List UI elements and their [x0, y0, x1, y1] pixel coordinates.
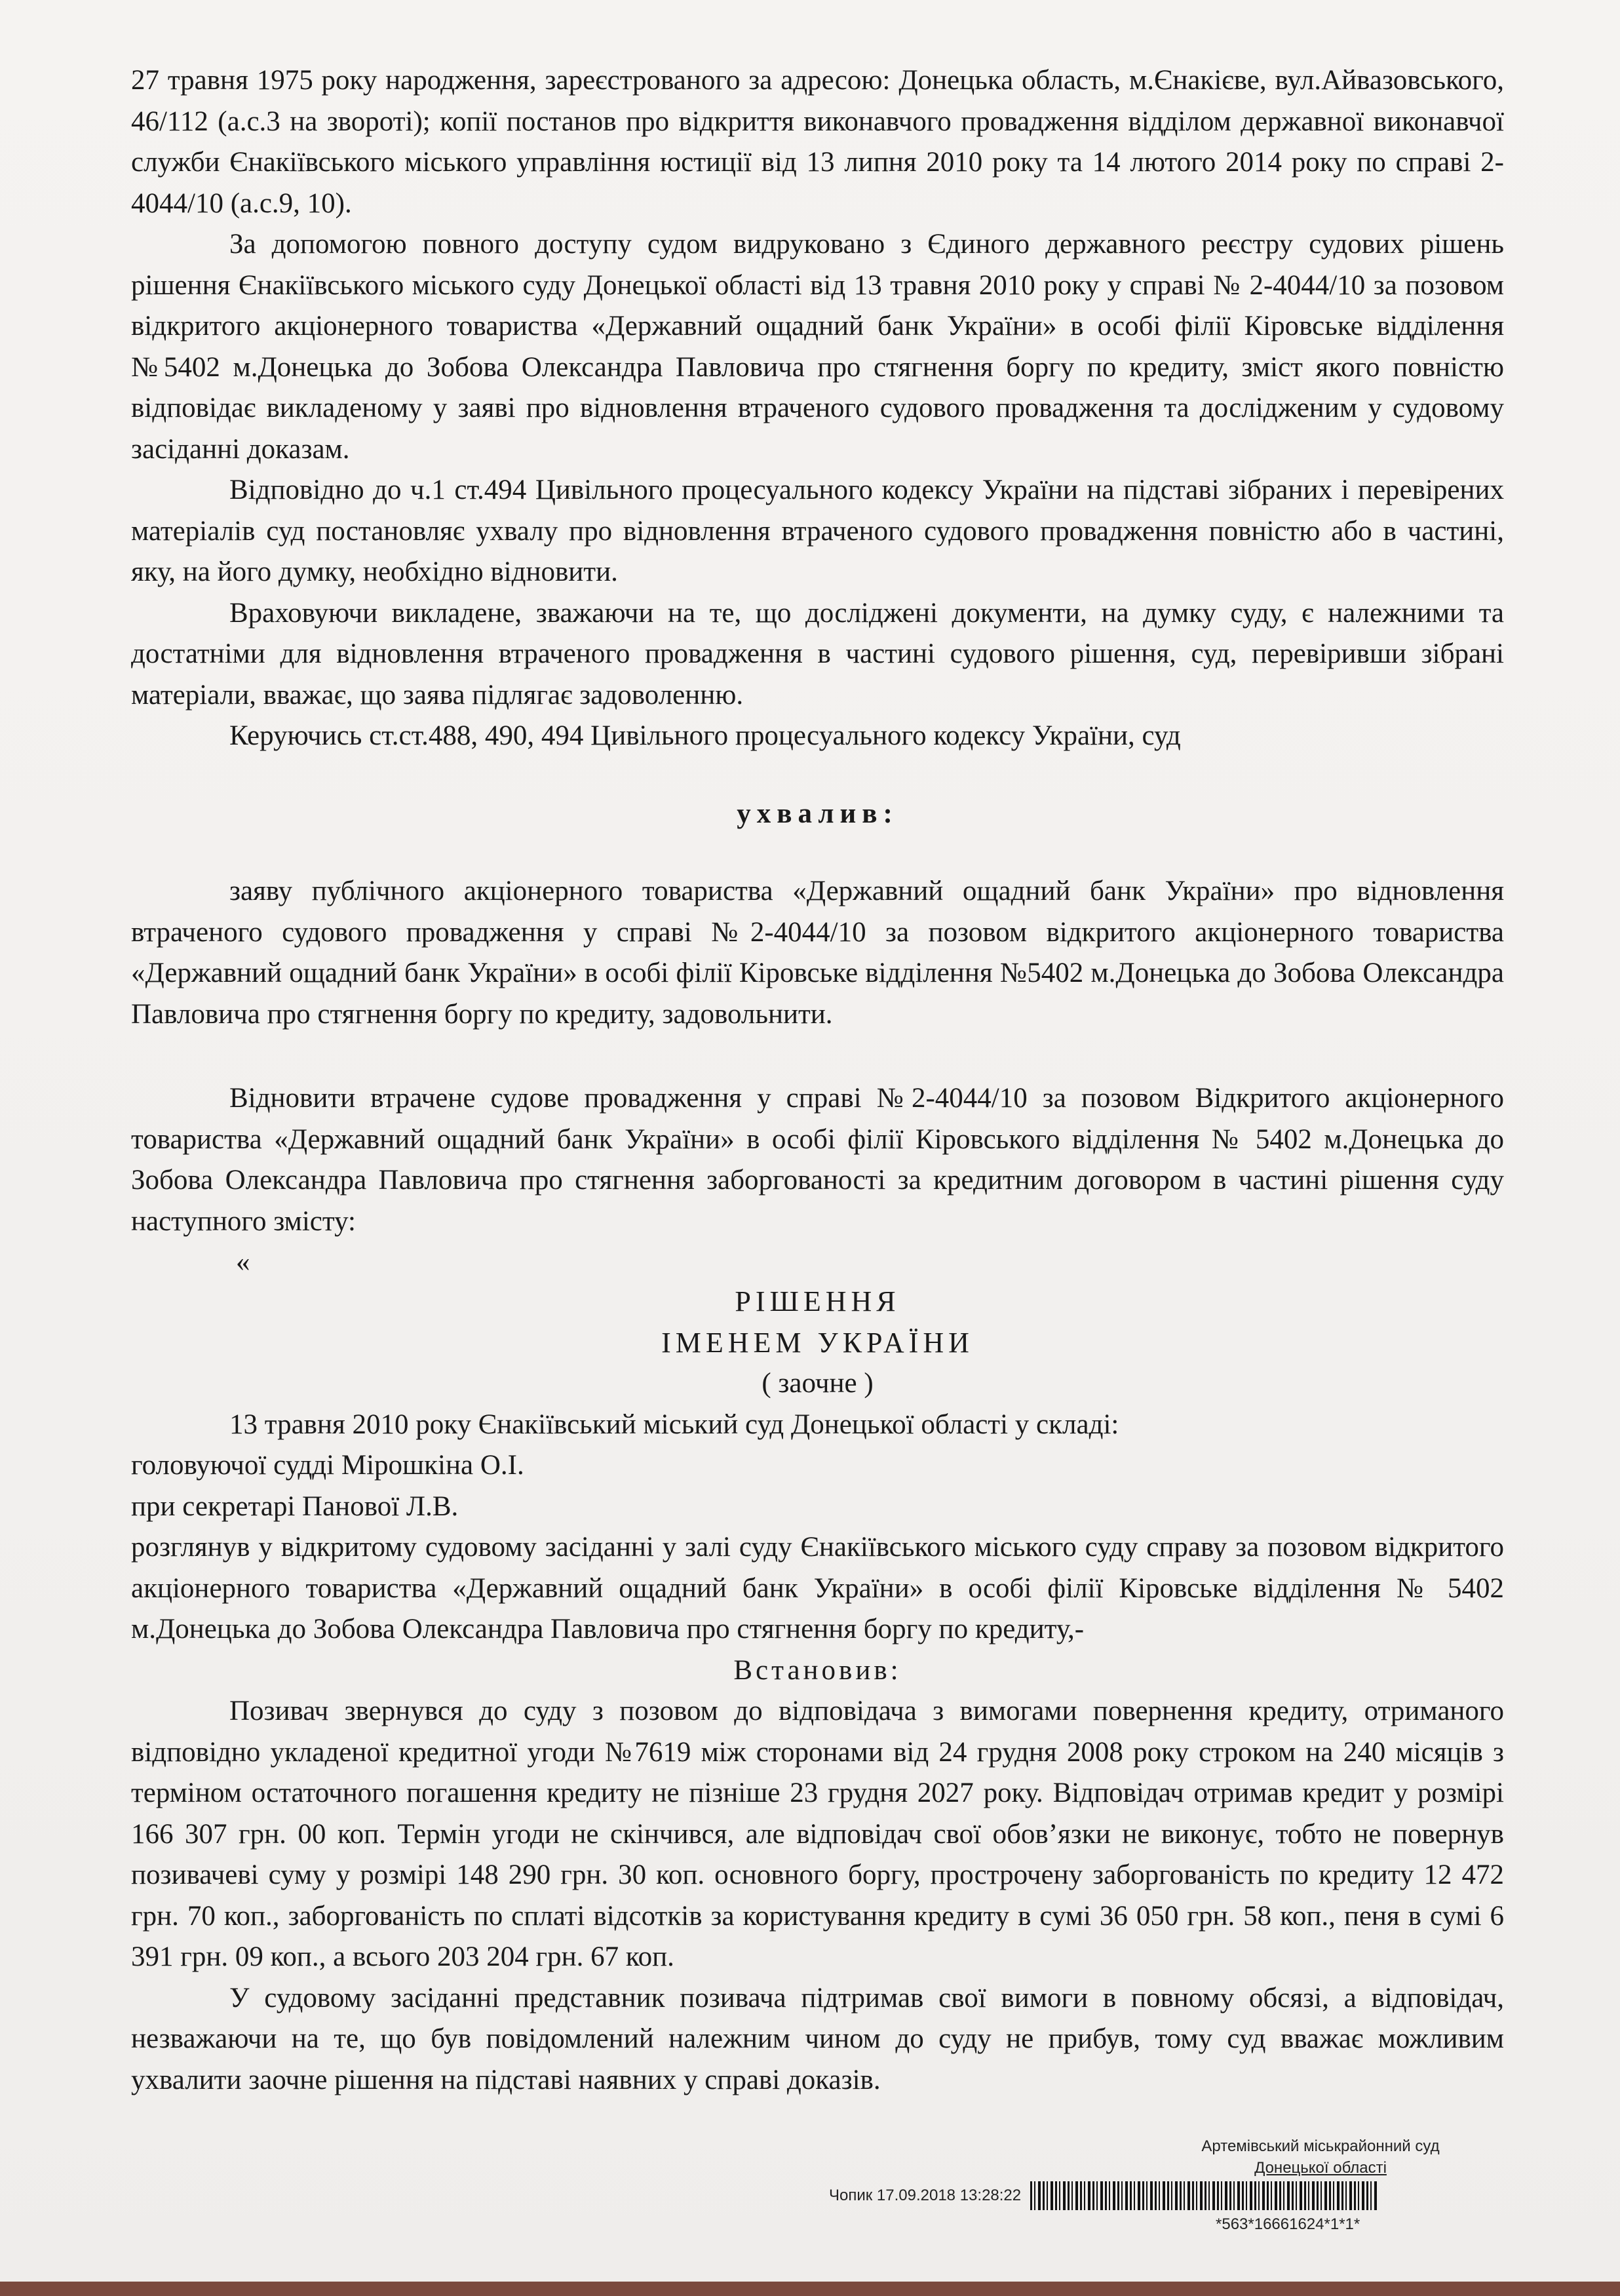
barcode-icon [1030, 2181, 1378, 2210]
established-paragraph: Позивач звернувся до суду з позовом до відповідача з вимогами повернення кредиту, отриманого відповідно укладеної кредитної угоди №7619 між сторонами від 24 грудня 2008 року строком на 240 місяців з терміном остаточного погашення кредиту не пізніше 23 грудня 2027 року. Відповідач отримав кредит у розмірі 166 307 грн. 00 коп. Термін угоди не скінчився, але відповідач свої обов’язки не виконує, тобто не повернув позивачеві суму у розмірі 148 290 грн. 30 коп. основного боргу, прострочену заборгованість по кредиту 12 472 грн. 70 коп., заборгованість по сплаті відсотків за користування кредиту в сумі 36 050 грн. 58 коп., пеня в сумі 6 391 грн. 09 коп., а всього 203 204 грн. 67 коп. [131, 1696, 1504, 1972]
decision-subtitle: ІМЕНЕМ УКРАЇНИ [661, 1326, 974, 1359]
operator-datetime: Чопик 17.09.2018 13:28:22 [829, 2187, 1022, 2204]
established-heading: Встановив: [733, 1654, 902, 1686]
ruling-paragraph: заяву публічного акціонерного товариства «Державний ощадний банк України» про відновлення втраченого судового провадження у справі №2-4044/10 за позовом відкритого акціонерного товариства «Державний ощадний банк України» в особі філії Кіровське відділення №5402 м.Донецька до Зобова Олександра Павловича про стягнення боргу по кредиту, задовольнити. [131, 876, 1504, 1030]
secretary-line: при секретарі Панової Л.В. [131, 1490, 459, 1522]
opening-quote-mark: « [236, 1247, 250, 1277]
document-body [131, 60, 1504, 2101]
paragraph: Керуючись ст.ст.488, 490, 494 Цивільного процесуального кодексу України, суд [229, 720, 1181, 751]
stamp-court-name: Артемівський міськрайонний суд [1201, 2137, 1440, 2155]
decision-title: РІШЕННЯ [735, 1285, 900, 1317]
spacer [131, 834, 1504, 871]
decision-intro: 13 травня 2010 року Єнакіївський міський суд Донецької області у складі: [229, 1409, 1119, 1440]
paragraph: Відповідно до ч.1 ст.494 Цивільного процесуального кодексу України на підставі зібраних і перевірених матеріалів суд постановляє ухвалу про відновлення втраченого судового провадження повністю або в частині, яку, на його думку, необхідно відновити. [131, 475, 1504, 587]
judge-line: головуючої судді Мірошкіна О.І. [131, 1450, 524, 1481]
case-line: розглянув у відкритому судовому засіданні у залі суду Єнакіївського міського суду справу за позовом відкритого акціонерного товариства «Державний ощадний банк України» в особі філії Кіровське відділення № 5402 м.Донецька до Зобова Олександра Павловича про стягнення боргу по кредиту,- [131, 1532, 1504, 1644]
ruling-heading: ухвалив: [737, 798, 898, 829]
stamp-court-region: Донецької області [1254, 2159, 1387, 2177]
paragraph: За допомогою повного доступу судом видруковано з Єдиного державного реєстру судових рішень рішення Єнакіївського міського суду Донецької області від 13 травня 2010 року у справі № 2-4044/10 за позовом відкритого акціонерного товариства «Державний ощадний банк України» в особі філії Кіровське відділення №5402 м.Донецька до Зобова Олександра Павловича про стягнення боргу по кредиту, зміст якого повністю відповідає викладеному у заяві про відновлення втраченого судового провадження та дослідженим у судовому засіданні доказам. [131, 229, 1504, 465]
spacer [131, 757, 1504, 794]
barcode-number: *563*16661624*1*1* [1216, 2215, 1360, 2233]
barcode-row [829, 2176, 1378, 2215]
spacer [131, 1035, 1504, 1078]
scan-edge [0, 2282, 1620, 2296]
ruling-paragraph: Відновити втрачене судове провадження у справі №2-4044/10 за позовом Відкритого акціонерного товариства «Державний ощадний банк України» в особі філії Кіровського відділення № 5402 м.Донецька до Зобова Олександра Павловича про стягнення заборгованості за кредитним договором в частині рішення суду наступного змісту: [131, 1083, 1504, 1237]
paragraph: 27 травня 1975 року народження, зареєстрованого за адресою: Донецька область, м.Єнакієве, вул.Айвазовського, 46/112 (а.с.3 на звороті); копії постанов про відкриття виконавчого провадження відділом державної виконавчої служби Єнакіївського міського управління юстиції від 13 липня 2010 року та 14 лютого 2014 року по справі 2-4044/10 (а.с.9, 10). [131, 65, 1504, 219]
decision-type: ( заочне ) [762, 1368, 874, 1399]
established-paragraph: У судовому засіданні представник позивача підтримав свої вимоги в повному обсязі, а відповідач, незважаючи на те, що був повідомлений належним чином до суду не прибув, тому суд вважає можливим ухвалити заочне рішення на підставі наявних у справі доказів. [131, 1982, 1504, 2095]
paragraph: Враховуючи викладене, зважаючи на те, що досліджені документи, на думку суду, є належними та достатніми для відновлення втраченого провадження в частині судового рішення, суд, перевіривши зібрані матеріали, вважає, що заява підлягає задоволенню. [131, 597, 1504, 710]
court-stamp [1167, 2135, 1475, 2179]
